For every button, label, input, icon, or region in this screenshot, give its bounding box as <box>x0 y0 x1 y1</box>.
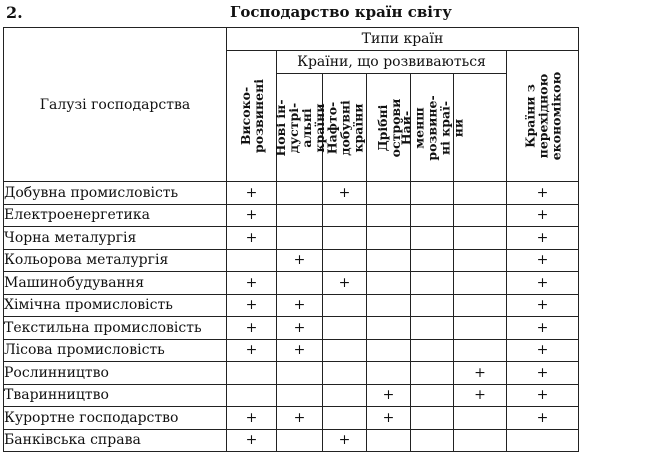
exercise-number: 2. <box>6 3 23 22</box>
mark-cell <box>454 227 507 250</box>
mark-cell <box>323 204 367 227</box>
branch-label: Рослинництво <box>4 362 227 385</box>
mark-cell <box>367 272 411 295</box>
column-header-newly-industrialized: Нові ін- дустрі- альні країни <box>277 74 323 182</box>
mark-cell <box>277 272 323 295</box>
mark-cell <box>454 339 507 362</box>
mark-cell: + <box>507 317 579 340</box>
branch-label: Машинобудування <box>4 272 227 295</box>
developing-countries-header: Країни, що розвиваються <box>277 51 507 74</box>
mark-cell: + <box>277 294 323 317</box>
mark-cell <box>411 339 454 362</box>
mark-cell: + <box>227 429 277 452</box>
mark-cell <box>411 407 454 430</box>
branch-header: Галузі господарства <box>4 28 227 182</box>
mark-cell: + <box>323 429 367 452</box>
mark-cell <box>323 339 367 362</box>
mark-cell <box>454 182 507 205</box>
mark-cell: + <box>454 362 507 385</box>
mark-cell <box>367 249 411 272</box>
page-title: Господарство країн світу <box>230 3 452 21</box>
mark-cell: + <box>277 339 323 362</box>
table-row <box>4 429 648 452</box>
mark-cell: + <box>507 272 579 295</box>
mark-cell: + <box>507 227 579 250</box>
mark-cell <box>367 182 411 205</box>
mark-cell: + <box>367 407 411 430</box>
branch-label: Добувна промисловість <box>4 182 227 205</box>
mark-cell <box>411 294 454 317</box>
mark-cell: + <box>323 182 367 205</box>
mark-cell: + <box>227 407 277 430</box>
mark-cell <box>367 339 411 362</box>
branch-label: Банківська справа <box>4 429 227 452</box>
mark-cell <box>454 272 507 295</box>
mark-cell <box>227 362 277 385</box>
mark-cell: + <box>507 362 579 385</box>
branch-label: Електроенергетика <box>4 204 227 227</box>
mark-cell <box>323 227 367 250</box>
branch-label: Курортне господарство <box>4 407 227 430</box>
table-row <box>4 384 648 407</box>
mark-cell: + <box>507 294 579 317</box>
column-header-small-islands: Дрібні острови <box>367 74 411 182</box>
mark-cell <box>367 362 411 385</box>
mark-cell <box>454 317 507 340</box>
branch-label: Текстильна промисловість <box>4 317 227 340</box>
mark-cell <box>411 362 454 385</box>
branch-label: Лісова промисловість <box>4 339 227 362</box>
table-row <box>4 204 648 227</box>
mark-cell <box>367 227 411 250</box>
mark-cell <box>323 294 367 317</box>
column-header-least-developed: Най- менш розвине- ні краї- ни <box>411 74 454 182</box>
mark-cell: + <box>277 249 323 272</box>
mark-cell <box>367 294 411 317</box>
mark-cell <box>411 272 454 295</box>
mark-cell: + <box>367 384 411 407</box>
branch-label: Тваринництво <box>4 384 227 407</box>
mark-cell: + <box>507 204 579 227</box>
branch-label: Кольорова металургія <box>4 249 227 272</box>
mark-cell <box>411 204 454 227</box>
mark-cell: + <box>227 317 277 340</box>
mark-cell <box>323 407 367 430</box>
table-row <box>4 272 648 295</box>
mark-cell: + <box>277 407 323 430</box>
mark-cell <box>277 362 323 385</box>
mark-cell: + <box>227 204 277 227</box>
mark-cell <box>454 294 507 317</box>
mark-cell: + <box>454 384 507 407</box>
mark-cell: + <box>323 272 367 295</box>
mark-cell <box>411 384 454 407</box>
mark-cell <box>323 384 367 407</box>
mark-cell: + <box>507 182 579 205</box>
table-row <box>4 249 648 272</box>
mark-cell: + <box>227 339 277 362</box>
branch-label: Хімічна промисловість <box>4 294 227 317</box>
column-header-developed: Високо- розвинені <box>227 51 277 182</box>
mark-cell <box>454 249 507 272</box>
mark-cell: + <box>277 317 323 340</box>
table-row <box>4 182 648 205</box>
mark-cell: + <box>507 407 579 430</box>
mark-cell <box>323 362 367 385</box>
mark-cell: + <box>507 339 579 362</box>
mark-cell: + <box>227 227 277 250</box>
mark-cell <box>277 204 323 227</box>
table-row <box>4 227 648 250</box>
table-row <box>4 339 648 362</box>
mark-cell: + <box>227 182 277 205</box>
mark-cell <box>411 317 454 340</box>
mark-cell <box>277 429 323 452</box>
mark-cell <box>367 204 411 227</box>
mark-cell <box>227 384 277 407</box>
mark-cell: + <box>507 384 579 407</box>
mark-cell: + <box>227 294 277 317</box>
country-types-header: Типи країн <box>227 28 579 51</box>
mark-cell <box>454 204 507 227</box>
table-row <box>4 407 648 430</box>
branch-label: Чорна металургія <box>4 227 227 250</box>
table-row <box>4 362 648 385</box>
table-row <box>4 294 648 317</box>
table-row <box>4 317 648 340</box>
mark-cell: + <box>507 249 579 272</box>
mark-cell: + <box>227 272 277 295</box>
mark-cell <box>411 249 454 272</box>
mark-cell <box>411 429 454 452</box>
mark-cell <box>367 317 411 340</box>
mark-cell <box>227 249 277 272</box>
mark-cell <box>411 182 454 205</box>
column-header-transition: Країни з перехідною економікою <box>507 51 579 182</box>
mark-cell <box>411 227 454 250</box>
mark-cell <box>323 317 367 340</box>
mark-cell <box>367 429 411 452</box>
mark-cell <box>277 227 323 250</box>
mark-cell <box>507 429 579 452</box>
mark-cell <box>454 429 507 452</box>
mark-cell <box>277 182 323 205</box>
mark-cell <box>277 384 323 407</box>
economy-table <box>3 27 648 452</box>
column-header-oil-producing: Нафто- добувні країни <box>323 74 367 182</box>
mark-cell <box>323 249 367 272</box>
mark-cell <box>454 407 507 430</box>
